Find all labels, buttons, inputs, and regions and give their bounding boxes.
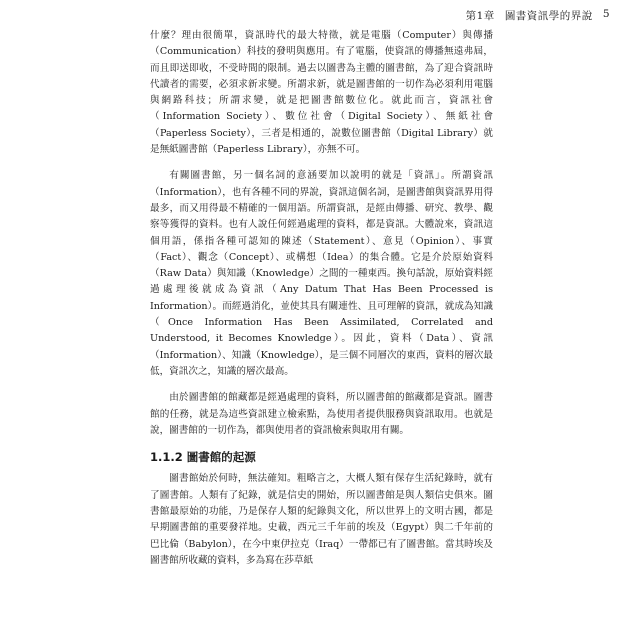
page-number: 5 xyxy=(602,8,610,20)
section-title-text: 圖書館的起源 xyxy=(186,450,256,465)
running-header xyxy=(466,8,610,23)
paragraph: 由於圖書館的館藏都是經過處理的資料，所以圖書館的館藏都是資訊。圖書館的任務，就是為這些資訊建立檢索點，為使用者提供服務與資訊取用。也就是說，圖書館的一切作為，都與使用者的資訊檢索與取用有關。 xyxy=(150,392,493,436)
chapter-label: 第1章 xyxy=(465,10,495,22)
chapter-title: 圖書資訊學的界說 xyxy=(504,10,593,22)
section-number: 1.1.2 xyxy=(150,450,183,465)
paragraph: 什麼？理由很簡單，資訊時代的最大特徵，就是電腦（Computer）與傳播（Communication）科技的發明與應用。有了電腦，使資訊的傳播無遠弗屆，而且即送即收，不受時間的限制。過去以圖書為主體的圖書館，為了迎合資訊時代讀者的需要，必須求新求變。所謂求新，就是圖書館的一切作為必須利用電腦與網路科技；所謂求變，就是把圖書館數位化。就此而言，資訊社會（Information Society）、數位社會（Digital Society）、無紙社會（Paperless Society），三者是相通的，說數位圖書館（Digital Library）就是無紙圖書館（Paperless Library），亦無不可。 xyxy=(150,30,493,156)
section-heading xyxy=(150,449,493,465)
paragraph: 圖書館始於何時，無法確知。粗略言之，大概人類有保存生活紀錄時，就有了圖書館。人類有了紀錄，就是信史的開始，所以圖書館是與人類信史俱來。圖書館最原始的功能，乃是保存人類的紀錄與文化，所以世界上的文明古國，都是早期圖書館的重要發祥地。史載，西元三千年前的埃及（Egypt）與二千年前的巴比倫（Babylon），在今中東伊拉克（Iraq）一帶都已有了圖書館。當其時埃及圖書館所收藏的資料，多為寫在莎草紙 xyxy=(150,473,493,566)
paragraph: 有關圖書館，另一個名詞的意涵要加以說明的就是「資訊」。所謂資訊（Information），也有各種不同的界說，資訊這個名詞，是圖書館與資訊界用得最多，而又用得最不精確的一個用語。所謂資訊，是經由傳播、研究、教學、觀察等獲得的資料。也有人說任何經過處理的資料，都是資訊。大體說來，資訊這個用語，係指各種可認知的陳述（Statement）、意見（Opinion）、事實（Fact）、觀念（Concept）、或構想（Idea）的集合體。它是介於原始資料（Raw Data）與知識（Knowledge）之間的一種東西。換句話說，原始資料經過處理後就成為資訊（Any Datum That Has Been Processed is Information）。而經過消化，並使其具有關連性、且可理解的資訊，就成為知識（Once Information Has Been Assimilated, Correlated and Understood, it Becomes Knowledge）。因此，資料（Data）、資訊（Information）、知識（Knowledge），是三個不同層次的東西，資料的層次最低，資訊次之，知識的層次最高。 xyxy=(150,170,493,377)
body-text xyxy=(150,28,493,579)
